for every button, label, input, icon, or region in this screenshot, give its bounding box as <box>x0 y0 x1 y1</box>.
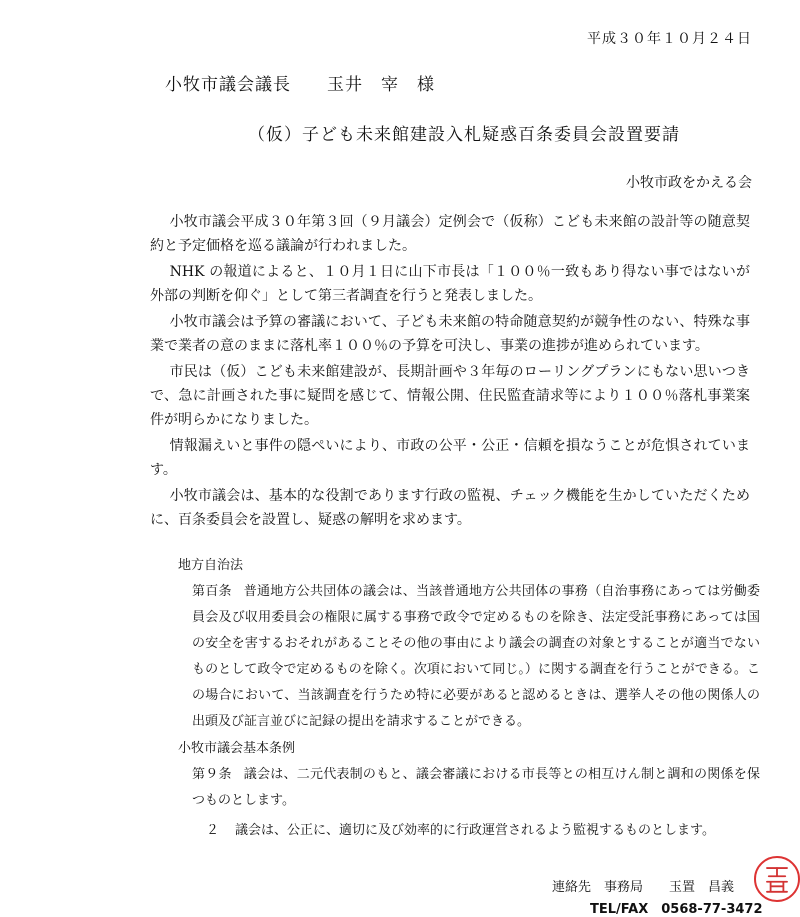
law-article <box>192 762 760 814</box>
addressee: 小牧市議会議長 玉井 宰 様 <box>165 75 435 95</box>
body-paragraph: 市民は（仮）こども未来館建設が、長期計画や３年毎のローリングプランにもない思いつきで、急に計画された事に疑問を感じて、情報公開、住民監査請求等により１００％落札事業案件が明らかになりました。 <box>150 364 750 428</box>
law-article <box>192 579 760 735</box>
sender-organization: 小牧市政をかえる会 <box>626 175 752 191</box>
law-excerpt-local-autonomy-act <box>170 554 760 735</box>
law-heading: 地方自治法 <box>178 558 244 573</box>
article-number: 第百条 <box>192 584 232 599</box>
contact-info: 連絡先 事務局 玉置 昌義 <box>552 880 735 895</box>
seal-stamp-icon <box>754 856 800 902</box>
body-paragraph: 小牧市議会は、基本的な役割であります行政の監視、チェック機能を生かしていただくために、百条委員会を設置し、疑惑の解明を求めます。 <box>150 488 750 528</box>
article-text: 普通地方公共団体の議会は、当該普通地方公共団体の事務（自治事務にあっては労働委員会及び収用委員会の権限に属する事務で政令で定めるものを除き、法定受託事務にあっては国の安全を害するおそれがあることその他の事由により議会の調査の対象とすることが適当でないものとして政令で定めるものを除く。次項において同じ。）に関する調査を行うことができる。この場合において、当該調査を行うため特に必要があると認めるときは、選挙人その他の関係人の出頭及び証言並びに記録の提出を請求することができる。 <box>192 584 760 729</box>
body-paragraph: NHK の報道によると、１０月１日に山下市長は「１００％一致もあり得ない事ではないが外部の判断を仰ぐ」として第三者調査を行うと発表しました。 <box>150 264 750 304</box>
clause-text: 議会は、公正に、適切に及び効率的に行政運営されるよう監視するものとします。 <box>235 823 715 838</box>
document-title: （仮）子ども未来館建設入札疑惑百条委員会設置要請 <box>248 125 680 145</box>
body-paragraph: 小牧市議会は予算の審議において、子ども未来館の特命随意契約が競争性のない、特殊な事業で業者の意のままに落札率１００％の予算を可決し、事業の進捗が進められています。 <box>150 314 750 354</box>
article-number: 第９条 <box>192 767 232 782</box>
law-excerpt-city-council-ordinance <box>170 737 760 844</box>
contact-phone: TEL/FAX 0568-77-3472 <box>590 902 763 917</box>
document-date: 平成３０年１０月２４日 <box>587 31 752 47</box>
seal-graphic <box>756 858 798 900</box>
law-heading: 小牧市議会基本条例 <box>178 741 296 756</box>
clause-number: ２ <box>206 823 220 838</box>
request-body <box>150 210 750 534</box>
body-paragraph: 小牧市議会平成３０年第３回（９月議会）定例会で（仮称）こども未来館の設計等の随意契約と予定価格を巡る議論が行われました。 <box>150 214 750 254</box>
body-paragraph: 情報漏えいと事件の隠ぺいにより、市政の公平・公正・信頼を損なうことが危惧されています。 <box>150 438 750 478</box>
article-text: 議会は、二元代表制のもと、議会審議における市長等との相互けん制と調和の関係を保つものとします。 <box>192 767 760 808</box>
law-clause <box>206 818 760 844</box>
